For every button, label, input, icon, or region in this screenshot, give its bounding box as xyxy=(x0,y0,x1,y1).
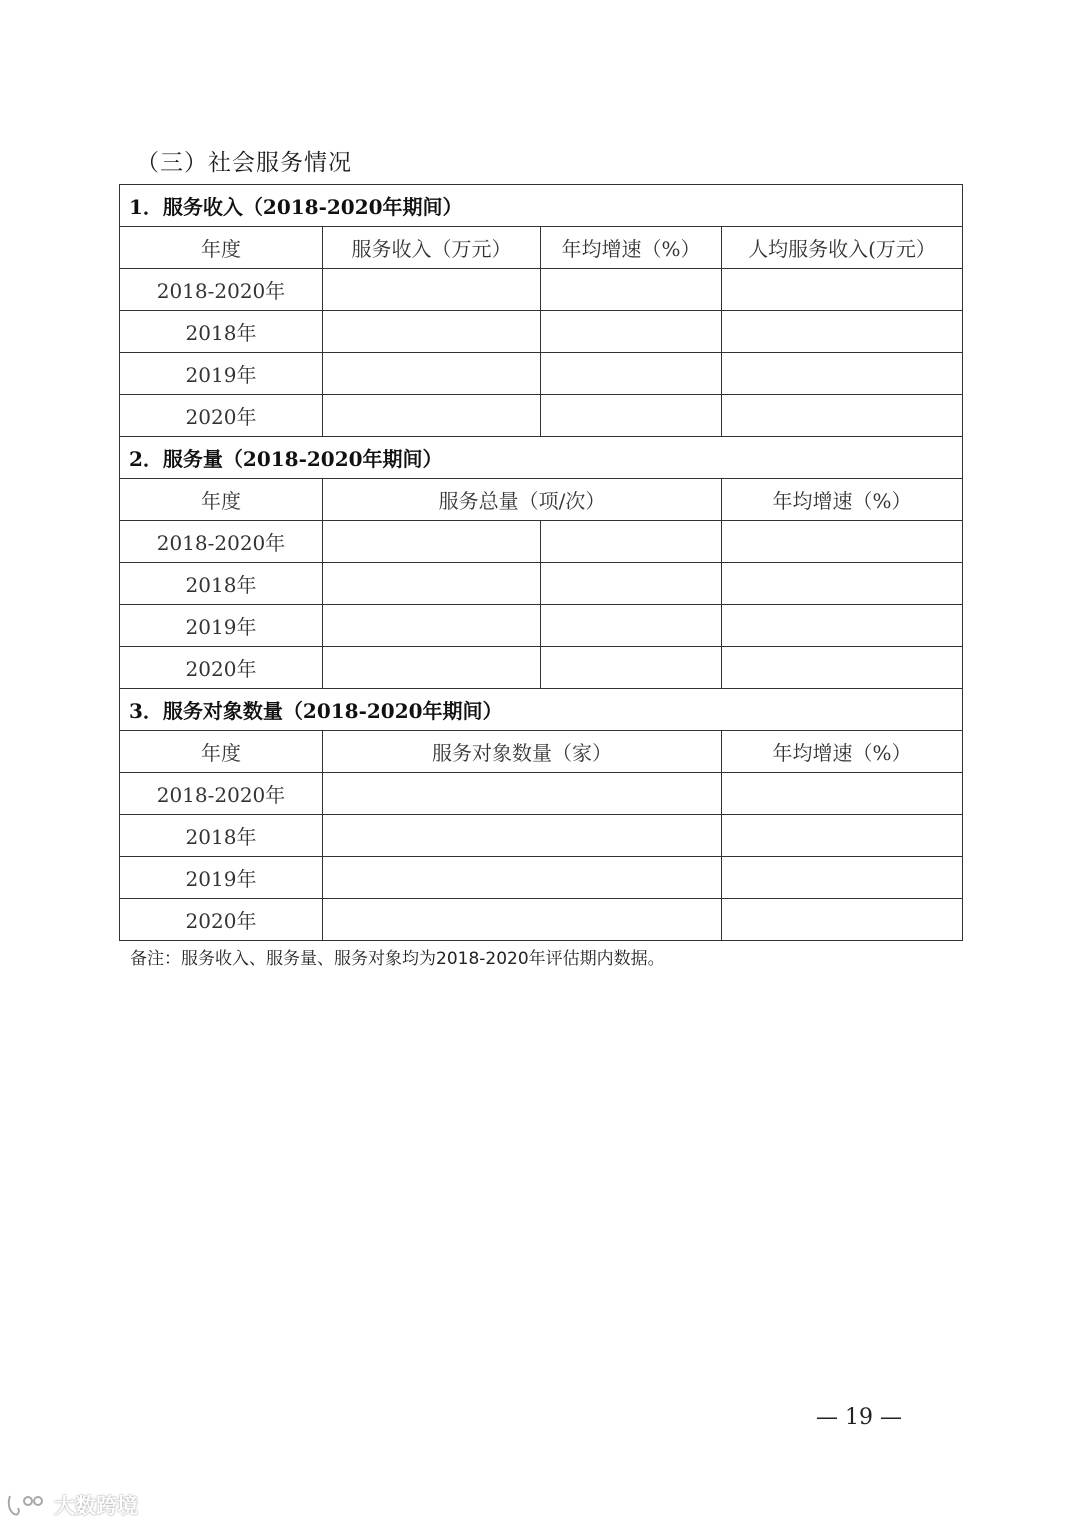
input-cell[interactable] xyxy=(541,395,722,437)
input-cell[interactable] xyxy=(541,353,722,395)
table-row xyxy=(120,353,963,395)
column-header: 年均增速（%） xyxy=(722,731,963,773)
input-cell[interactable] xyxy=(323,353,541,395)
input-cell[interactable] xyxy=(722,353,963,395)
year-cell: 2018-2020年 xyxy=(120,773,323,815)
year-cell: 2018年 xyxy=(120,563,323,605)
column-header: 服务收入（万元） xyxy=(323,227,541,269)
column-header: 人均服务收入(万元） xyxy=(722,227,963,269)
year-cell: 2018-2020年 xyxy=(120,521,323,563)
table-row xyxy=(120,521,963,563)
input-cell[interactable] xyxy=(722,857,963,899)
input-cell[interactable] xyxy=(722,773,963,815)
year-cell: 2018-2020年 xyxy=(120,269,323,311)
input-cell[interactable] xyxy=(541,647,722,689)
table-row xyxy=(120,311,963,353)
table-row xyxy=(120,857,963,899)
input-cell[interactable] xyxy=(541,521,722,563)
input-cell[interactable] xyxy=(323,563,541,605)
input-cell[interactable] xyxy=(722,521,963,563)
input-cell[interactable] xyxy=(541,605,722,647)
column-header: 年度 xyxy=(120,479,323,521)
year-cell: 2020年 xyxy=(120,899,323,941)
input-cell[interactable] xyxy=(323,815,722,857)
section-title-row xyxy=(120,437,963,479)
table-row xyxy=(120,773,963,815)
year-cell: 2018年 xyxy=(120,311,323,353)
section-title: 3．服务对象数量（2018-2020年期间） xyxy=(120,689,963,731)
input-cell[interactable] xyxy=(323,521,541,563)
footnote: 备注：服务收入、服务量、服务对象均为2018-2020年评估期内数据。 xyxy=(130,949,665,969)
header-row xyxy=(120,479,963,521)
social-service-table xyxy=(119,184,963,941)
column-header: 年均增速（%） xyxy=(722,479,963,521)
input-cell[interactable] xyxy=(323,395,541,437)
section-heading: （三）社会服务情况 xyxy=(136,150,352,176)
input-cell[interactable] xyxy=(541,311,722,353)
input-cell[interactable] xyxy=(722,311,963,353)
header-row xyxy=(120,227,963,269)
input-cell[interactable] xyxy=(722,647,963,689)
table-row xyxy=(120,647,963,689)
input-cell[interactable] xyxy=(722,563,963,605)
year-cell: 2019年 xyxy=(120,353,323,395)
section-title-row xyxy=(120,185,963,227)
section-title-row xyxy=(120,689,963,731)
input-cell[interactable] xyxy=(541,563,722,605)
section-title: 2．服务量（2018-2020年期间） xyxy=(120,437,963,479)
header-row xyxy=(120,731,963,773)
table-row xyxy=(120,899,963,941)
column-header: 年度 xyxy=(120,731,323,773)
table-row xyxy=(120,395,963,437)
column-header: 年度 xyxy=(120,227,323,269)
input-cell[interactable] xyxy=(541,269,722,311)
input-cell[interactable] xyxy=(323,857,722,899)
input-cell[interactable] xyxy=(722,269,963,311)
input-cell[interactable] xyxy=(722,395,963,437)
input-cell[interactable] xyxy=(722,605,963,647)
input-cell[interactable] xyxy=(323,269,541,311)
watermark-logo-icon xyxy=(6,1492,50,1518)
input-cell[interactable] xyxy=(323,647,541,689)
year-cell: 2018年 xyxy=(120,815,323,857)
year-cell: 2020年 xyxy=(120,647,323,689)
year-cell: 2020年 xyxy=(120,395,323,437)
table-row xyxy=(120,815,963,857)
watermark xyxy=(6,1490,138,1520)
year-cell: 2019年 xyxy=(120,857,323,899)
page-number: — 19 — xyxy=(816,1405,902,1430)
column-header: 服务对象数量（家） xyxy=(323,731,722,773)
column-header: 服务总量（项/次） xyxy=(323,479,722,521)
input-cell[interactable] xyxy=(323,773,722,815)
section-title: 1．服务收入（2018-2020年期间） xyxy=(120,185,963,227)
input-cell[interactable] xyxy=(323,605,541,647)
year-cell: 2019年 xyxy=(120,605,323,647)
input-cell[interactable] xyxy=(722,899,963,941)
column-header: 年均增速（%） xyxy=(541,227,722,269)
input-cell[interactable] xyxy=(323,311,541,353)
watermark-text: 大数跨境 xyxy=(54,1494,138,1518)
input-cell[interactable] xyxy=(722,815,963,857)
table-row xyxy=(120,563,963,605)
input-cell[interactable] xyxy=(323,899,722,941)
table-row xyxy=(120,605,963,647)
table-row xyxy=(120,269,963,311)
